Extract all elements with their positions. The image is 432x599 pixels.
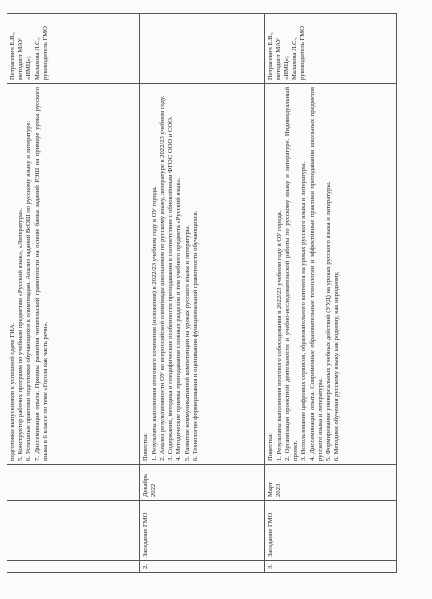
- table-row: [139, 14, 264, 573]
- topics-cell: [139, 84, 264, 465]
- topic-item: подготовки выпускников к успешной сдаче ГИА.: [9, 322, 16, 461]
- topic-item: 1. Результаты выполнения итогового собеседования в 2022/23 учебном году в ОУ города.: [275, 210, 283, 461]
- event-cell: [7, 501, 139, 561]
- agenda-label: Повестка:: [141, 433, 149, 461]
- topic-item: 4. Диссеминация опыта. Современные образовательные технологии и эффективные практики преподавания школьных предметов русского языка и литературы.: [308, 87, 324, 461]
- responsible-cell: [139, 14, 264, 84]
- event-cell: Заседание ГМО: [139, 501, 264, 561]
- date-cell: [7, 465, 139, 501]
- topic-item: 2. Анализ результативности ОУ во всероссийской олимпиады школьников по русскому языку, литературе в 2022/23 учебном году.: [158, 95, 166, 461]
- topic-item: 5. Формирование универсальных учебных действий (УУД) на уроках русского языка и литературы.: [324, 181, 332, 461]
- topic-item: 7. Диссеминация опыта. Приемы развития читательской грамотности на основе банка заданий РЭШ на примере урока русского языка в 6 классе по теме «Гоголя как часть речи».: [33, 87, 49, 461]
- topic-item: 5. Конструктор рабочих программ по учебным предметам «Русский язык», «Литература».: [17, 208, 25, 461]
- topic-item: 6. Методики обучения русскому языку как родному, как неродному,: [333, 271, 341, 461]
- event-cell: Заседание ГМО: [264, 501, 397, 561]
- topic-item: 3. Использование цифровых сервисов, образовательного контента на уроках русского языка и литературы.: [300, 161, 308, 461]
- date-cell: Декабрь 2022: [139, 465, 264, 501]
- responsible-line: Малахова Л.С., руководитель ГМО: [33, 26, 49, 80]
- topic-item: 5. Развитие коммуникативной компетенции на уроках русского языка и литературы.: [183, 225, 191, 461]
- topic-item: 2. Организация проектной деятельности и учебно-исследовательской работы по русскому языку и литературе. Индивидуальный проект.: [283, 87, 300, 461]
- topics-cell: [264, 84, 397, 465]
- responsible-line: Петрасевич Е.В., методист МАУ «ИМЦ»;: [266, 32, 290, 80]
- topic-item: 6. Технологии формирования и оценивания функциональной грамотности обучающихся.: [191, 210, 199, 461]
- topics-cell: [7, 84, 139, 465]
- topic-item: 4. Методические приемы преподавания сложных разделов и тем учебного предмета «Русский язык».: [175, 177, 183, 461]
- plan-table: [7, 13, 397, 573]
- agenda-label: Повестка:: [266, 433, 274, 461]
- row-number: 3.: [264, 561, 397, 573]
- row-number: [7, 561, 139, 573]
- responsible-cell: [264, 14, 397, 84]
- responsible-line: Петрасевич Е.В., методист МАУ «ИМЦ»;: [9, 32, 33, 80]
- row-number: 2.: [139, 561, 264, 573]
- topic-item: 1. Результаты выполнения итогового сочинения (изложения) в 2022/23 учебном году в ОУ города.: [150, 186, 158, 461]
- table-row: [264, 14, 397, 573]
- date-cell: Март 2023: [264, 465, 397, 501]
- responsible-line: Малахова Л.С., руководитель ГМО: [291, 26, 307, 80]
- topic-item: 6. Успешные практики подготовки обучающихся к олимпиадам. Анализ заданий ВсОШ по русскому языку и литературе.: [25, 120, 33, 461]
- table-row: [7, 14, 139, 573]
- responsible-cell: [7, 14, 139, 84]
- topic-item: 3. Содержание, методика и специфические особенности преподавания в соответствии с обновлённым ФГОС ООО и СОО.: [167, 116, 175, 461]
